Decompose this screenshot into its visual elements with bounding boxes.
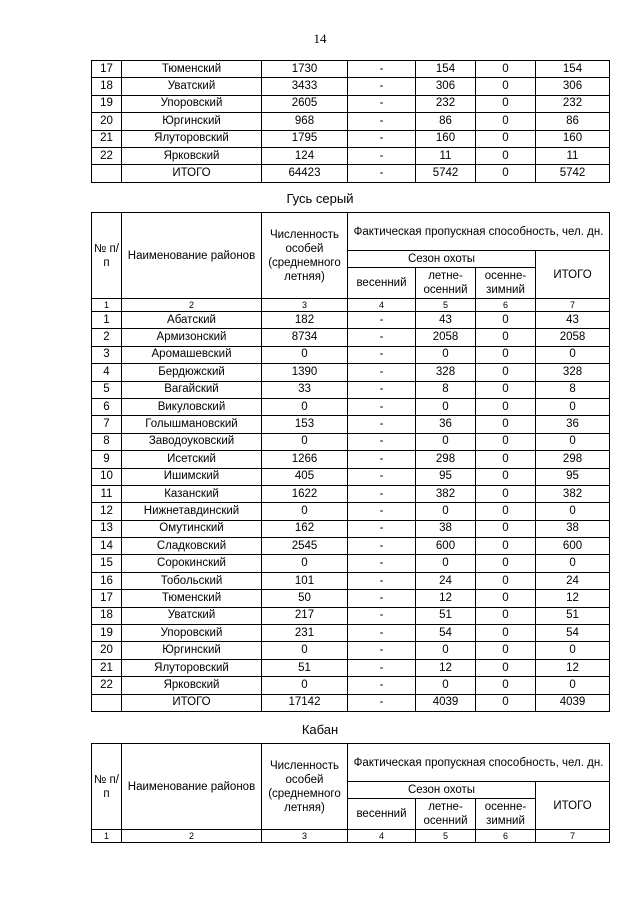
column-numbers-row (92, 299, 610, 312)
cell-count: 33 (262, 381, 348, 398)
column-number: 4 (348, 830, 416, 843)
cell-total: 95 (536, 468, 610, 485)
table-row (92, 130, 610, 147)
table-row (92, 329, 610, 346)
cell-spring: - (348, 364, 416, 381)
column-number: 2 (122, 299, 262, 312)
header-season: Сезон охоты (348, 782, 536, 799)
cell-district: Юргинский (122, 113, 262, 130)
table-row (92, 659, 610, 676)
table-row (92, 147, 610, 164)
cell-num: 11 (92, 485, 122, 502)
cell-spring: - (348, 677, 416, 694)
cell-spring: - (348, 555, 416, 572)
table-row (92, 451, 610, 468)
cell-num: 2 (92, 329, 122, 346)
table-row (92, 590, 610, 607)
section-title-goose: Гусь серый (286, 191, 354, 206)
cell-count: 1390 (262, 364, 348, 381)
cell-spring: - (348, 607, 416, 624)
cell-district: Уватский (122, 607, 262, 624)
cell-total: 86 (536, 113, 610, 130)
cell-summer-autumn: 232 (416, 95, 476, 112)
cell-district: Армизонский (122, 329, 262, 346)
cell-autumn-winter: 0 (476, 642, 536, 659)
cell-summer-autumn: 95 (416, 468, 476, 485)
cell-count: 50 (262, 590, 348, 607)
cell-spring: - (348, 113, 416, 130)
table-row (92, 520, 610, 537)
cell-num: 13 (92, 520, 122, 537)
cell-total: 600 (536, 538, 610, 555)
total-row (92, 694, 610, 711)
table-row (92, 78, 610, 95)
cell-num: 1 (92, 312, 122, 329)
cell-summer-autumn: 0 (416, 677, 476, 694)
cell-summer-autumn: 36 (416, 416, 476, 433)
cell-num: 19 (92, 95, 122, 112)
cell-district: Вагайский (122, 381, 262, 398)
cell-autumn-winter: 0 (476, 555, 536, 572)
cell-district: Сорокинский (122, 555, 262, 572)
cell-total: 232 (536, 95, 610, 112)
table-continued (91, 60, 610, 183)
cell-total: 38 (536, 520, 610, 537)
cell-district: Ялуторовский (122, 130, 262, 147)
cell-total: 2058 (536, 329, 610, 346)
cell-num: 9 (92, 451, 122, 468)
cell-count: 17142 (262, 694, 348, 711)
cell-spring: - (348, 416, 416, 433)
cell-count: 1622 (262, 485, 348, 502)
column-number: 6 (476, 830, 536, 843)
cell-spring: - (348, 95, 416, 112)
cell-summer-autumn: 382 (416, 485, 476, 502)
cell-num: 4 (92, 364, 122, 381)
cell-summer-autumn: 51 (416, 607, 476, 624)
header-summer-autumn: летне-осенний (416, 268, 476, 299)
table-row (92, 113, 610, 130)
cell-autumn-winter: 0 (476, 130, 536, 147)
cell-autumn-winter: 0 (476, 625, 536, 642)
cell-total: 0 (536, 555, 610, 572)
cell-count: 124 (262, 147, 348, 164)
column-number: 5 (416, 830, 476, 843)
header-count: Численность особей (среднемного летняя) (262, 744, 348, 830)
cell-autumn-winter: 0 (476, 607, 536, 624)
cell-summer-autumn: 24 (416, 572, 476, 589)
cell-count: 51 (262, 659, 348, 676)
cell-district: Омутинский (122, 520, 262, 537)
cell-num: 20 (92, 642, 122, 659)
table-row (92, 433, 610, 450)
cell-num: 22 (92, 147, 122, 164)
cell-num (92, 694, 122, 711)
cell-total: 160 (536, 130, 610, 147)
column-numbers-row (92, 830, 610, 843)
cell-spring: - (348, 451, 416, 468)
cell-autumn-winter: 0 (476, 329, 536, 346)
cell-spring: - (348, 381, 416, 398)
cell-num: 16 (92, 572, 122, 589)
cell-count: 101 (262, 572, 348, 589)
cell-total: 154 (536, 61, 610, 78)
cell-summer-autumn: 0 (416, 503, 476, 520)
total-row (92, 165, 610, 182)
cell-autumn-winter: 0 (476, 503, 536, 520)
cell-count: 0 (262, 433, 348, 450)
header-name: Наименование районов (122, 744, 262, 830)
cell-summer-autumn: 11 (416, 147, 476, 164)
cell-count: 8734 (262, 329, 348, 346)
cell-count: 968 (262, 113, 348, 130)
table-row (92, 346, 610, 363)
header-autumn-winter: осенне-зимний (476, 268, 536, 299)
header-capacity: Фактическая пропускная способность, чел. дн. (348, 213, 610, 251)
cell-summer-autumn: 160 (416, 130, 476, 147)
cell-district: Викуловский (122, 398, 262, 415)
cell-num: 12 (92, 503, 122, 520)
cell-autumn-winter: 0 (476, 61, 536, 78)
cell-district: Заводоуковский (122, 433, 262, 450)
cell-spring: - (348, 503, 416, 520)
cell-count: 2605 (262, 95, 348, 112)
cell-autumn-winter: 0 (476, 485, 536, 502)
cell-total: 54 (536, 625, 610, 642)
column-number: 3 (262, 299, 348, 312)
table-row (92, 555, 610, 572)
cell-district: Тобольский (122, 572, 262, 589)
cell-summer-autumn: 12 (416, 590, 476, 607)
cell-summer-autumn: 86 (416, 113, 476, 130)
cell-summer-autumn: 0 (416, 555, 476, 572)
table-row (92, 416, 610, 433)
cell-num: 22 (92, 677, 122, 694)
table-row (92, 381, 610, 398)
cell-summer-autumn: 298 (416, 451, 476, 468)
cell-count: 153 (262, 416, 348, 433)
cell-summer-autumn: 4039 (416, 694, 476, 711)
cell-num: 17 (92, 590, 122, 607)
cell-district: Голышмановский (122, 416, 262, 433)
cell-summer-autumn: 2058 (416, 329, 476, 346)
cell-district: Сладковский (122, 538, 262, 555)
cell-autumn-winter: 0 (476, 312, 536, 329)
header-name: Наименование районов (122, 213, 262, 299)
table-row (92, 677, 610, 694)
cell-district: Ярковский (122, 147, 262, 164)
cell-total: 306 (536, 78, 610, 95)
cell-autumn-winter: 0 (476, 677, 536, 694)
cell-district: Тюменский (122, 61, 262, 78)
cell-count: 0 (262, 346, 348, 363)
cell-num: 10 (92, 468, 122, 485)
header-spring: весенний (348, 799, 416, 830)
cell-district: Ялуторовский (122, 659, 262, 676)
table-goose (91, 212, 610, 712)
cell-count: 2545 (262, 538, 348, 555)
cell-summer-autumn: 0 (416, 346, 476, 363)
table-row (92, 468, 610, 485)
table-row (92, 642, 610, 659)
cell-summer-autumn: 54 (416, 625, 476, 642)
column-number: 3 (262, 830, 348, 843)
cell-autumn-winter: 0 (476, 78, 536, 95)
cell-spring: - (348, 61, 416, 78)
cell-spring: - (348, 538, 416, 555)
cell-autumn-winter: 0 (476, 590, 536, 607)
cell-num: 5 (92, 381, 122, 398)
cell-district: Казанский (122, 485, 262, 502)
cell-autumn-winter: 0 (476, 398, 536, 415)
table-row (92, 607, 610, 624)
cell-autumn-winter: 0 (476, 433, 536, 450)
cell-spring: - (348, 694, 416, 711)
cell-summer-autumn: 0 (416, 398, 476, 415)
cell-spring: - (348, 520, 416, 537)
column-number: 6 (476, 299, 536, 312)
cell-count: 217 (262, 607, 348, 624)
cell-total: 4039 (536, 694, 610, 711)
cell-count: 1266 (262, 451, 348, 468)
cell-autumn-winter: 0 (476, 468, 536, 485)
header-total: ИТОГО (536, 251, 610, 299)
table-row (92, 625, 610, 642)
section-title-boar: Кабан (301, 722, 339, 737)
cell-count: 0 (262, 642, 348, 659)
cell-summer-autumn: 306 (416, 78, 476, 95)
cell-total: 298 (536, 451, 610, 468)
cell-total: 382 (536, 485, 610, 502)
cell-num: 14 (92, 538, 122, 555)
cell-district: ИТОГО (122, 165, 262, 182)
cell-district: Абатский (122, 312, 262, 329)
cell-count: 1730 (262, 61, 348, 78)
header-num: № п/п (92, 213, 122, 299)
cell-spring: - (348, 147, 416, 164)
cell-autumn-winter: 0 (476, 147, 536, 164)
table-row (92, 95, 610, 112)
cell-autumn-winter: 0 (476, 520, 536, 537)
table-row (92, 572, 610, 589)
cell-district: Ишимский (122, 468, 262, 485)
cell-district: Ярковский (122, 677, 262, 694)
cell-total: 0 (536, 642, 610, 659)
cell-count: 231 (262, 625, 348, 642)
cell-spring: - (348, 312, 416, 329)
cell-num: 17 (92, 61, 122, 78)
cell-summer-autumn: 5742 (416, 165, 476, 182)
cell-num: 6 (92, 398, 122, 415)
cell-spring: - (348, 590, 416, 607)
cell-total: 0 (536, 503, 610, 520)
cell-spring: - (348, 398, 416, 415)
table-row (92, 61, 610, 78)
cell-summer-autumn: 8 (416, 381, 476, 398)
cell-district: Аромашевский (122, 346, 262, 363)
cell-count: 3433 (262, 78, 348, 95)
cell-count: 64423 (262, 165, 348, 182)
column-number: 1 (92, 830, 122, 843)
cell-district: Упоровский (122, 95, 262, 112)
table-row (92, 312, 610, 329)
cell-autumn-winter: 0 (476, 538, 536, 555)
cell-district: ИТОГО (122, 694, 262, 711)
cell-summer-autumn: 600 (416, 538, 476, 555)
cell-num: 18 (92, 607, 122, 624)
header-summer-autumn: летне-осенний (416, 799, 476, 830)
cell-spring: - (348, 130, 416, 147)
cell-autumn-winter: 0 (476, 659, 536, 676)
cell-district: Юргинский (122, 642, 262, 659)
cell-num: 19 (92, 625, 122, 642)
cell-summer-autumn: 328 (416, 364, 476, 381)
cell-autumn-winter: 0 (476, 572, 536, 589)
cell-count: 1795 (262, 130, 348, 147)
table-row (92, 398, 610, 415)
cell-autumn-winter: 0 (476, 364, 536, 381)
column-number: 7 (536, 830, 610, 843)
cell-spring: - (348, 346, 416, 363)
cell-total: 12 (536, 659, 610, 676)
cell-total: 8 (536, 381, 610, 398)
cell-total: 0 (536, 398, 610, 415)
cell-count: 0 (262, 398, 348, 415)
cell-num: 8 (92, 433, 122, 450)
cell-total: 36 (536, 416, 610, 433)
cell-district: Исетский (122, 451, 262, 468)
cell-total: 0 (536, 677, 610, 694)
cell-autumn-winter: 0 (476, 346, 536, 363)
cell-autumn-winter: 0 (476, 694, 536, 711)
cell-count: 0 (262, 555, 348, 572)
cell-district: Уватский (122, 78, 262, 95)
cell-count: 0 (262, 503, 348, 520)
cell-spring: - (348, 572, 416, 589)
cell-total: 43 (536, 312, 610, 329)
cell-num: 3 (92, 346, 122, 363)
header-total: ИТОГО (536, 782, 610, 830)
cell-count: 0 (262, 677, 348, 694)
cell-spring: - (348, 625, 416, 642)
cell-district: Нижнетавдинский (122, 503, 262, 520)
cell-autumn-winter: 0 (476, 416, 536, 433)
cell-count: 182 (262, 312, 348, 329)
cell-total: 11 (536, 147, 610, 164)
cell-total: 12 (536, 590, 610, 607)
cell-spring: - (348, 165, 416, 182)
cell-summer-autumn: 38 (416, 520, 476, 537)
header-num: № п/п (92, 744, 122, 830)
cell-spring: - (348, 485, 416, 502)
column-number: 5 (416, 299, 476, 312)
cell-total: 51 (536, 607, 610, 624)
cell-total: 328 (536, 364, 610, 381)
table-boar (91, 743, 610, 843)
cell-count: 405 (262, 468, 348, 485)
cell-spring: - (348, 659, 416, 676)
cell-autumn-winter: 0 (476, 113, 536, 130)
header-count: Численность особей (среднемного летняя) (262, 213, 348, 299)
header-autumn-winter: осенне-зимний (476, 799, 536, 830)
cell-spring: - (348, 468, 416, 485)
column-number: 2 (122, 830, 262, 843)
cell-num: 15 (92, 555, 122, 572)
cell-num: 21 (92, 659, 122, 676)
cell-summer-autumn: 154 (416, 61, 476, 78)
table-row (92, 538, 610, 555)
cell-num: 7 (92, 416, 122, 433)
table-row (92, 485, 610, 502)
cell-autumn-winter: 0 (476, 451, 536, 468)
cell-num: 20 (92, 113, 122, 130)
cell-district: Тюменский (122, 590, 262, 607)
column-number: 7 (536, 299, 610, 312)
cell-summer-autumn: 0 (416, 642, 476, 659)
table-row (92, 503, 610, 520)
cell-spring: - (348, 329, 416, 346)
header-season: Сезон охоты (348, 251, 536, 268)
cell-autumn-winter: 0 (476, 381, 536, 398)
column-number: 1 (92, 299, 122, 312)
column-number: 4 (348, 299, 416, 312)
cell-summer-autumn: 0 (416, 433, 476, 450)
page-number: 14 (313, 31, 327, 46)
cell-spring: - (348, 433, 416, 450)
cell-spring: - (348, 642, 416, 659)
cell-num: 18 (92, 78, 122, 95)
table-row (92, 364, 610, 381)
cell-spring: - (348, 78, 416, 95)
cell-num (92, 165, 122, 182)
header-spring: весенний (348, 268, 416, 299)
cell-total: 24 (536, 572, 610, 589)
cell-total: 0 (536, 346, 610, 363)
cell-summer-autumn: 43 (416, 312, 476, 329)
cell-total: 0 (536, 433, 610, 450)
cell-district: Упоровский (122, 625, 262, 642)
cell-district: Бердюжский (122, 364, 262, 381)
cell-total: 5742 (536, 165, 610, 182)
cell-count: 162 (262, 520, 348, 537)
cell-summer-autumn: 12 (416, 659, 476, 676)
cell-autumn-winter: 0 (476, 165, 536, 182)
header-capacity: Фактическая пропускная способность, чел. дн. (348, 744, 610, 782)
cell-num: 21 (92, 130, 122, 147)
cell-autumn-winter: 0 (476, 95, 536, 112)
